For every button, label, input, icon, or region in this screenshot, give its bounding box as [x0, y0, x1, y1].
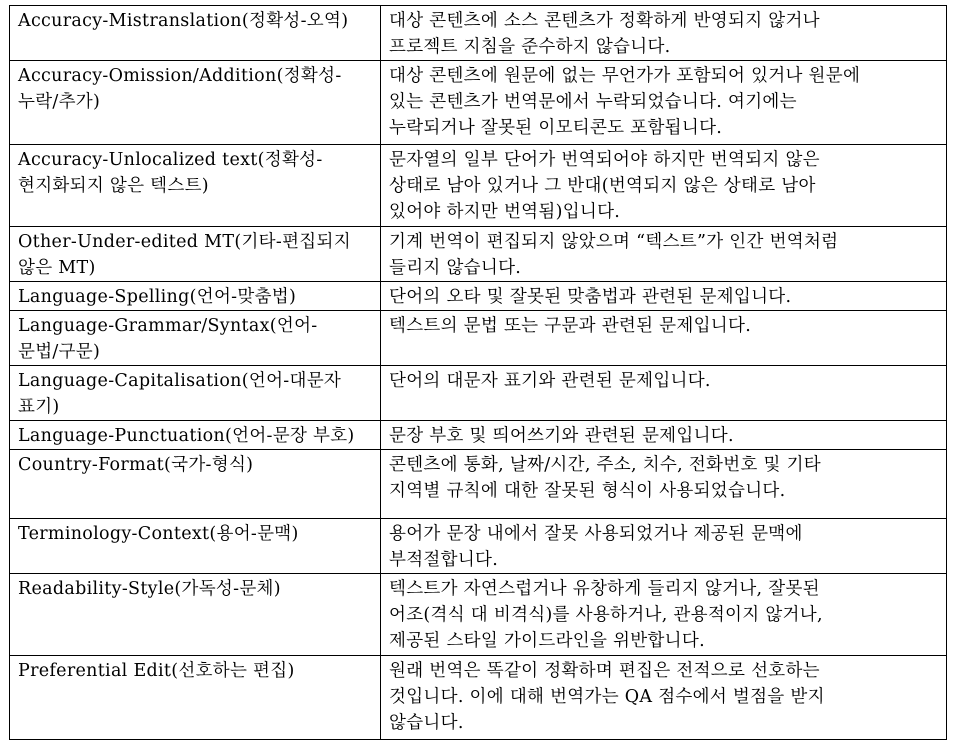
category-cell	[10, 6, 381, 61]
description-cell	[381, 311, 947, 366]
category-cell	[10, 145, 381, 227]
description-text: 기계 번역이 편집되지 않았으며 “텍스트”가 인간 번역처럼 들리지 않습니다.	[389, 232, 839, 278]
category-cell	[10, 227, 381, 282]
category-text: Other-Under-edited MT(기타-편집되지 않은 MT)	[18, 232, 351, 278]
table-row	[10, 61, 947, 145]
category-cell	[10, 366, 381, 421]
category-text: Accuracy-Omission/Addition(정확성- 누락/추가)	[18, 66, 342, 112]
table-row	[10, 227, 947, 282]
category-text: Language-Punctuation(언어-문장 부호)	[18, 426, 355, 446]
table-row	[10, 450, 947, 519]
table-row	[10, 656, 947, 740]
table-row	[10, 145, 947, 227]
category-text: Accuracy-Unlocalized text(정확성- 현지화되지 않은 텍스트)	[18, 150, 323, 196]
category-cell	[10, 519, 381, 574]
description-text: 단어의 대문자 표기와 관련된 문제입니다.	[389, 371, 711, 391]
category-cell	[10, 450, 381, 519]
category-text: Language-Capitalisation(언어-대문자 표기)	[18, 371, 342, 417]
table-row	[10, 574, 947, 656]
category-text: Accuracy-Mistranslation(정확성-오역)	[18, 11, 349, 31]
category-cell	[10, 421, 381, 450]
description-text: 대상 콘텐츠에 원문에 없는 무언가가 포함되어 있거나 원문에 있는 콘텐츠가 번역문에서 누락되었습니다. 여기에는 누락되거나 잘못된 이모티콘도 포함됩니다.	[389, 66, 861, 138]
description-cell	[381, 574, 947, 656]
description-text: 문자열의 일부 단어가 번역되어야 하지만 번역되지 않은 상태로 남아 있거나 그 반대(번역되지 않은 상태로 남아 있어야 하지만 번역됨)입니다.	[389, 150, 820, 222]
description-cell	[381, 656, 947, 740]
category-cell	[10, 282, 381, 311]
category-text: Country-Format(국가-형식)	[18, 455, 254, 475]
error-category-table	[9, 5, 947, 740]
description-text: 텍스트의 문법 또는 구문과 관련된 문제입니다.	[389, 316, 752, 336]
category-text: Readability-Style(가독성-문체)	[18, 579, 281, 599]
table-row	[10, 282, 947, 311]
table-row	[10, 421, 947, 450]
description-text: 대상 콘텐츠에 소스 콘텐츠가 정확하게 반영되지 않거나 프로젝트 지침을 준수하지 않습니다.	[389, 11, 820, 57]
category-cell	[10, 311, 381, 366]
table-row	[10, 519, 947, 574]
category-text: Language-Spelling(언어-맞춤법)	[18, 287, 297, 307]
description-cell	[381, 61, 947, 145]
description-cell	[381, 366, 947, 421]
category-text: Language-Grammar/Syntax(언어- 문법/구문)	[18, 316, 318, 362]
description-text: 원래 번역은 똑같이 정확하며 편집은 전적으로 선호하는 것입니다. 이에 대해 번역가는 QA 점수에서 벌점을 받지 않습니다.	[389, 661, 825, 733]
description-text: 문장 부호 및 띄어쓰기와 관련된 문제입니다.	[389, 426, 734, 446]
table-row	[10, 6, 947, 61]
category-cell	[10, 61, 381, 145]
description-cell	[381, 6, 947, 61]
description-text: 단어의 오타 및 잘못된 맞춤법과 관련된 문제입니다.	[389, 287, 792, 307]
description-cell	[381, 145, 947, 227]
table-row	[10, 366, 947, 421]
description-cell	[381, 450, 947, 519]
description-text: 콘텐츠에 통화, 날짜/시간, 주소, 치수, 전화번호 및 기타 지역별 규칙에 대한 잘못된 형식이 사용되었습니다.	[389, 455, 821, 501]
description-cell	[381, 421, 947, 450]
category-text: Preferential Edit(선호하는 편집)	[18, 661, 295, 681]
table-row	[10, 311, 947, 366]
description-cell	[381, 519, 947, 574]
description-cell	[381, 227, 947, 282]
category-text: Terminology-Context(용어-문맥)	[18, 524, 299, 544]
description-text: 용어가 문장 내에서 잘못 사용되었거나 제공된 문맥에 부적절합니다.	[389, 524, 803, 570]
description-cell	[381, 282, 947, 311]
category-cell	[10, 574, 381, 656]
category-cell	[10, 656, 381, 740]
description-text: 텍스트가 자연스럽거나 유창하게 들리지 않거나, 잘못된 어조(격식 대 비격식)를 사용하거나, 관용적이지 않거나, 제공된 스타일 가이드라인을 위반합니다.	[389, 579, 823, 651]
